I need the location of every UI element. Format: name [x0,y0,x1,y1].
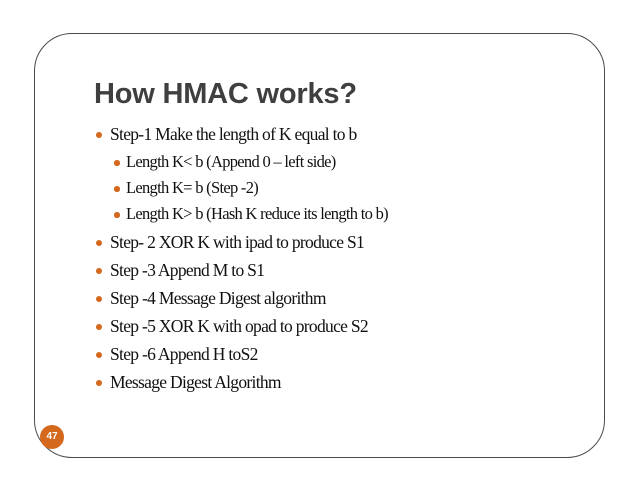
bullet-text: Step -6 Append H toS2 [110,344,258,364]
bullet-text: Step -3 Append M to S1 [110,260,265,280]
bullet-item [110,343,258,365]
bullet-text: Step -4 Message Digest algorithm [110,288,326,308]
bullet-dot-icon [96,296,102,302]
bullet-text: Message Digest Algorithm [110,372,281,392]
bullet-text: Step -5 XOR K with opad to produce S2 [110,316,368,336]
bullet-item [110,259,264,281]
bullet-dot-icon [114,212,120,218]
bullet-text: Step- 2 XOR K with ipad to produce S1 [110,232,365,252]
bullet-dot-icon [96,324,102,330]
bullet-text: Length K= b (Step -2) [126,178,259,197]
bullet-text: Length K< b (Append 0 – left side) [126,152,336,171]
bullet-item [110,287,326,309]
bullet-dot-icon [114,186,120,192]
bullet-dot-icon [96,352,102,358]
bullet-item [110,123,357,145]
bullet-item [110,231,364,253]
bullet-dot-icon [96,268,102,274]
bullet-dot-icon [96,380,102,386]
bullet-dot-icon [96,240,102,246]
bullet-dot-icon [114,160,120,166]
slide-title: How HMAC works? [94,78,357,110]
sub-bullet-item [126,203,388,225]
bullet-item [110,371,281,393]
bullet-text: Length K> b (Hash K reduce its length to b) [126,204,388,223]
bullet-text: Step-1 Make the length of K equal to b [110,124,357,144]
bullet-dot-icon [96,132,102,138]
page-number-badge: 47 [40,425,64,449]
sub-bullet-item [126,177,258,199]
sub-bullet-item [126,151,336,173]
bullet-item [110,315,368,337]
